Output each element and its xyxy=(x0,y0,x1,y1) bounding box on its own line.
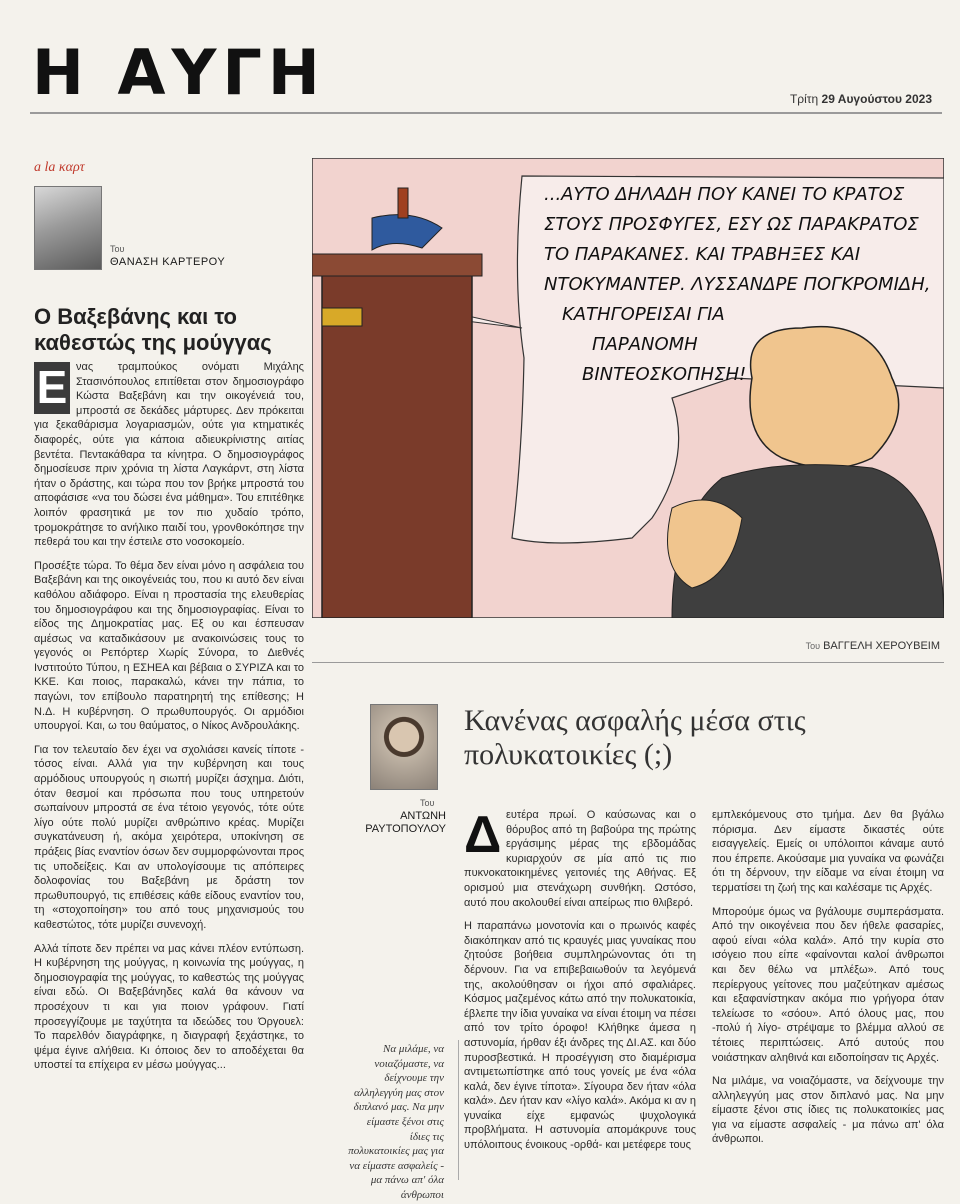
cartoon-podium-top xyxy=(312,254,482,276)
author-photo-raftopoulou xyxy=(370,704,438,790)
right-paragraph-3: εμπλεκόμενους στο τμήμα. Δεν θα βγάλω πόρισμα. Δεν είμαστε δικαστές ούτε εισαγγελείς. Εμείς οι υπόλοιποι κάναμε αυτό που έπρεπε. Ακούσαμε μια γυναίκα να φωνάζει ότι τη δέρνουν, την είδαμε να είναι έτοιμη να τερματίσει τη ζωή της και καλέσαμε τις Αρχές. xyxy=(712,809,944,894)
cartoon-line-5: ΚΑΤΗΓΟΡΕΙΣΑΙ ΓΙΑ xyxy=(562,304,725,325)
right-paragraph-1 xyxy=(464,808,696,910)
cartoon-books xyxy=(322,308,362,326)
right-dropcap: Δ xyxy=(464,806,502,864)
right-paragraph-4: Μπορούμε όμως να βγάλουμε συμπεράσματα. Από την οικογένεια που δεν ήθελε φασαρίες, αφού είναι «όλα καλά». Από την κυρία στο ισόγειο που είπε «φαίνονται καλοί άνθρωποι και δεν θέλω να μπλέξω». Από τους περίεργους γείτονες που μαζεύτηκαν αμέσως και εξαφανίστηκαν ακόμα πιο γρήγορα όταν τελείωσε το «σόου». Από όλους μας, που -πολύ ή λίγο- στρέψαμε το βλέμμα αλλού σε τέτοιες περιπτώσεις. Από αυτούς που νοιάστηκαν αληθινά και ειδοποίησαν τις Αρχές. xyxy=(712,905,944,1064)
political-cartoon xyxy=(312,158,944,618)
cartoon-credit xyxy=(806,640,940,652)
left-paragraph-1 xyxy=(34,360,304,550)
right-article-title: Κανένας ασφαλής μέσα στις πολυκατοικίες (;) xyxy=(464,704,806,771)
author-photo-karterou xyxy=(34,186,102,270)
cartoon-by: Του xyxy=(805,641,821,651)
header-rule xyxy=(30,112,942,114)
right-article-col1 xyxy=(464,808,696,1162)
issue-date-value: 29 Αυγούστου 2023 xyxy=(821,92,932,106)
author-name-karterou: ΘΑΝΑΣΗ ΚΑΡΤΕΡΟΥ xyxy=(110,256,226,268)
right-paragraph-1-text: ευτέρα πρωί. Ο καύσωνας και ο θόρυβος από τη βαβούρα της πρώτης εργάσιμης μέρας της εβδομάδας κυριαρχούν σε μία από τις πιο πυκνοκατοικημένες γειτονιές της Αθήνας. Εξ ορισμού μια στενάχωρη συνθήκη. Ωστόσο, αυτό που ακολουθεί είναι απείρως πιο θλιβερό. xyxy=(464,809,696,909)
right-paragraph-5: Να μιλάμε, να νοιαζόμαστε, να δείχνουμε την αλληλεγγύη μας στον διπλανό μας. Να μην είμαστε ξένοι στις ίδιες τις πολυκατοικίες μας για να είμαστε ασφαλείς - μα πάνω απ' όλα άνθρωποι. xyxy=(712,1075,944,1146)
cartoon-gavel xyxy=(398,188,408,218)
left-dropcap: Ε xyxy=(34,362,70,414)
issue-date xyxy=(790,92,932,106)
cartoon-line-3: ΤΟ ΠΑΡΑΚΑΝΕΣ. ΚΑΙ ΤΡΑΒΗΞΕΣ ΚΑΙ xyxy=(544,244,861,265)
cartoon-line-6: ΠΑΡΑΝΟΜΗ xyxy=(592,334,698,355)
right-article-col2 xyxy=(712,808,944,1156)
left-paragraph-4: Αλλά τίποτε δεν πρέπει να μας κάνει πλέον εντύπωση. Η κυβέρνηση της μούγγας, η κοινωνία της μούγγας, η δημοσιογραφία της μούγγας, το καθεστώς της μούγγας είναι εδώ. Οι Βαξεβάνηδες καλά θα κάνουν να προσέχουν τι και για ποιον γράφουν. Γιατί προσεγγίζουμε με ταχύτητα τα ιδεώδες του Όργουελ: Το παρελθόν διαγράφηκε, η διαγραφή ξεχάστηκε, το ψέμα έγινε αλήθεια. Κι όποιος δεν το αποδέχεται θα υποστεί τα επίχειρα εν μέσω μούγγας... xyxy=(34,942,304,1072)
pull-quote-rule xyxy=(458,1040,459,1180)
section-rule xyxy=(312,662,944,663)
left-article-body xyxy=(34,360,304,1082)
cartoon-line-4: ΝΤΟΚΥΜΑΝΤΕΡ. ΛΥΣΣΑΝΔΡΕ ΠΟΓΚΡΟΜΙΔΗ, xyxy=(544,274,931,295)
author2-by-label: Του xyxy=(420,798,435,808)
left-paragraph-3: Για τον τελευταίο δεν έχει να σχολιάσει κανείς τίποτε - τόσος είναι. Αλλά για την κυβέρνηση και τους αρμόδιους υπουργούς η σιωπή μυρίζει άσχημα. Διότι, όταν θεσμοί και πρόσωπα που τους υπηρετούν σωπαίνουν μπροστά σε ένα τέτοιο γεγονός, τότε ούτε λίγο ούτε πολύ μυρίζει ανθρώπινο κρέας. Μυρίζει συγκατάνευση ή, ακόμα χειρότερα, υποκίνηση σε πράξεις βίας εναντίον όσων δεν συμμορφώνονται προς τις υποδείξεις. Και αν υπολογίσουμε τις απόπειρες δολοφονίας του Βαξεβάνη με δράστη τον πρωθυπουργό, τις επιθέσεις κάθε είδους εναντίον του, τη «στοχοποίηση» του από τους μηχανισμούς του καθεστώτος, τότε μυρίζει συνενοχή. xyxy=(34,743,304,931)
left-paragraph-1-text: νας τραμπούκος ονόματι Μιχάλης Στασινόπουλος επιτίθεται στον δημοσιογράφο Κώστα Βαξεβάνη και την οικογένειά του, μπροστά σε δεκάδες μάρτυρες. Δεν πρόκειται για ξεκαθάρισμα λογαριασμών, ούτε για κτηματικές διαφορές, ούτε για κάποια αδιευκρίνιστης αιτίας βεντέτα. Πεντακάθαρα τα κίνητρα. Ο δημοσιογράφος δημοσίευσε πριν χρόνια τη λίστα Λαγκάρντ, στη λίστα ήταν ο δράστης, και τώρα που τον βρήκε μπροστά του αποφάσισε «να του δώσει ένα μάθημα». Του επιτέθηκε λοιπόν φρασητικά με τον πιο χυδαίο τρόπο, τρομοκράτησε το ανήλικο παιδί του, γρονθοκόπησε την πεθερά του και την έστειλε στο νοσοκομείο. xyxy=(34,361,304,549)
left-paragraph-2: Προσέξτε τώρα. Το θέμα δεν είναι μόνο η ασφάλεια του Βαξεβάνη και της οικογένειάς του, που κι αυτό δεν είναι καθόλου αδιάφορο. Είναι η προστασία της ελευθερίας του δημοσιογράφου και της δημοσιογραφίας. Είναι το είδος της Δημοκρατίας μας. Εξ ου και έσπευσαν αμέσως να καταδικάσουν με ανακοινώσεις τους το γεγονός οι Ρεπόρτερ Χωρίς Σύνορα, το Διεθνές Ινστιτούτο Τύπου, η ΕΣΗΕΑ και βέβαια ο ΣΥΡΙΖΑ και το ΚΚΕ. Και ποιος, παρακαλώ, κάνει την πάπια, το παγώνι, τον επίβουλο παρατηρητή της επίθεσης; Η Ν.Δ. Η κυβέρνηση. Ο πρωθυπουργός. Οι αρμόδιοι υπουργοί. Και, ω του θαύματος, ο Νίκος Ανδρουλάκης. xyxy=(34,559,304,733)
cartoon-line-1: ...ΑΥΤΟ ΔΗΛΑΔΗ ΠΟΥ ΚΑΝΕΙ ΤΟ ΚΡΑΤΟΣ xyxy=(544,184,905,205)
author-name-raftopoulou: ΑΝΤΩΝΗ ΡΑΥΤΟΠΟΥΛΟΥ xyxy=(365,810,446,835)
cartoon-artist: ΒΑΓΓΕΛΗ ΧΕΡΟΥΒΕΙΜ xyxy=(823,640,940,652)
cartoon-line-7: ΒΙΝΤΕΟΣΚΟΠΗΣΗ! xyxy=(582,364,747,385)
author-by-label: Του xyxy=(110,244,125,254)
right-paragraph-2: Η παραπάνω μονοτονία και ο πρωινός καφές διακόπηκαν από τις κραυγές μιας γυναίκας που ζητούσε βοήθεια συμπληρώνοντας ότι τη δέρνουν. Για να επιβεβαιωθούν τα λεγόμενά της, ακολούθησαν οι ήχοι από σφαλιάρες. Κόσμος μαζεμένος κάτω από την πολυκατοικία, έβλεπε την ίδια γυναίκα να είναι έτοιμη να πέσει από τον τρίτο όροφο! Κλήθηκε άμεσα η αστυνομία, ήρθαν έξι άνδρες της ΔΙ.ΑΣ. και δύο πυροσβεστικά. Η προσέγγιση στο διαμέρισμα αντιμετωπίστηκε από τους γονείς με ένα «όλα καλά, δεν έγινε τίποτα». Σίγουρα δεν ήταν «όλα καλά». Δεν ήταν καν «λίγο καλά». Ακόμα κι αν η γυναίκα είχε εμφανώς ψυχολογικά προβλήματα. Η αστυνομία απομάκρυνε τους υπόλοιπους ένοικους -ορθά- και μετέφερε τους xyxy=(464,920,696,1152)
section-label: a la καρτ xyxy=(34,160,85,175)
left-article-title: Ο Βαξεβάνης και το καθεστώς της μούγγας xyxy=(34,304,272,355)
pull-quote: Να μιλάμε, να νοιαζόμαστε, να δείχνουμε την αλληλεγγύη μας στον διπλανό μας. Να μην είμαστε ξένοι στις ίδιες τις πολυκατοικίες μας για να είμαστε ασφαλείς - μα πάνω απ' όλα άνθρωποι xyxy=(348,1043,444,1201)
cartoon-line-2: ΣΤΟΥΣ ΠΡΟΣΦΥΓΕΣ, ΕΣΥ ΩΣ ΠΑΡΑΚΡΑΤΟΣ xyxy=(544,214,919,235)
issue-day: Τρίτη xyxy=(789,92,819,106)
masthead-logo: Η ΑΥΓΗ xyxy=(32,36,326,109)
